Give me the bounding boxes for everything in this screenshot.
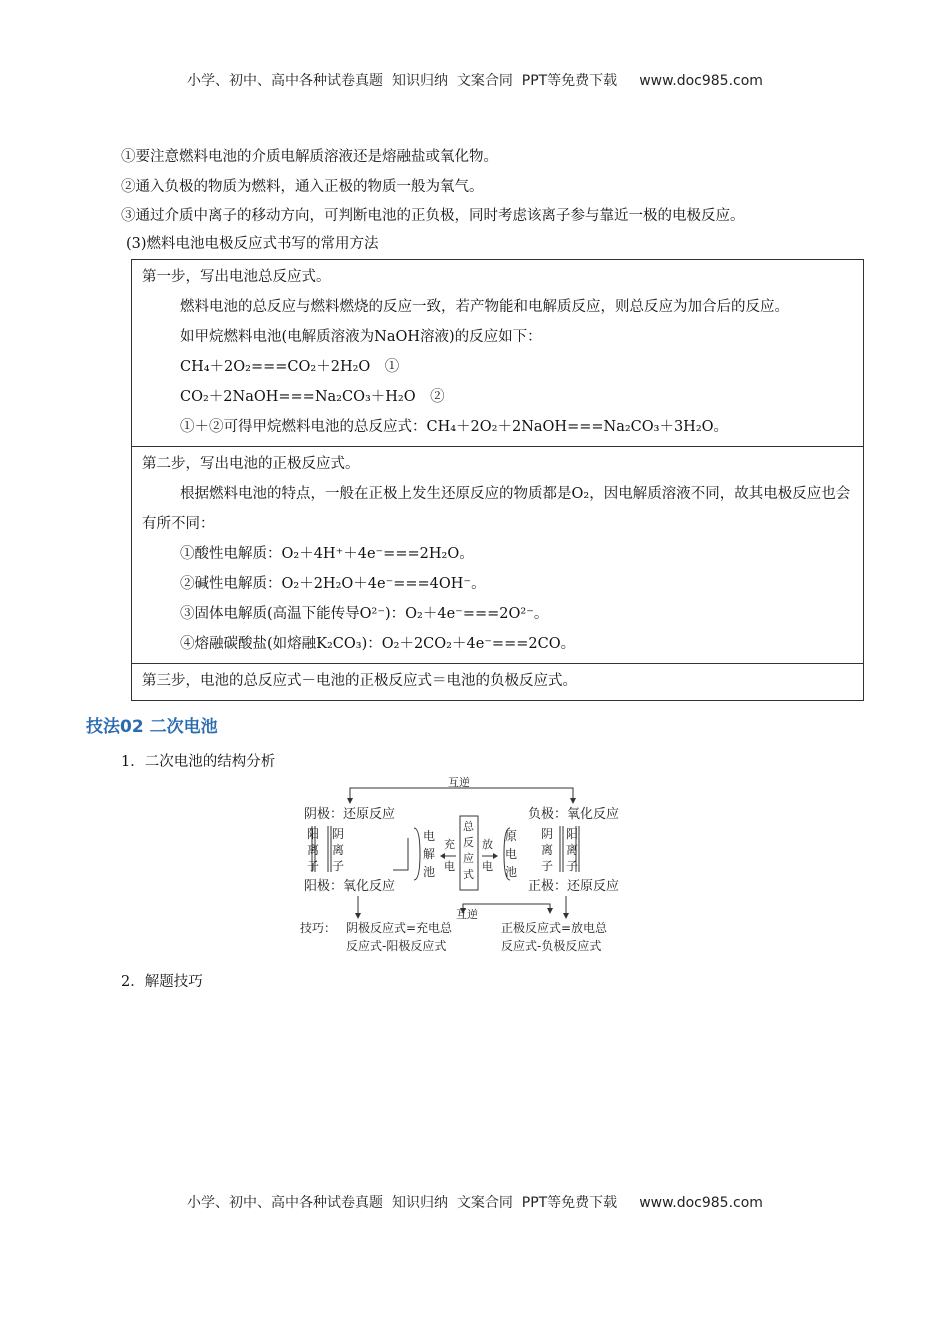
diagram-positive: 正极：还原反应: [528, 879, 620, 894]
diagram-negative: 负极：氧化反应: [528, 807, 620, 822]
diagram-charge-2: 电: [444, 860, 455, 873]
diagram-left-anion-1: 阳: [307, 827, 320, 841]
step2-molten: ④熔融碳酸盐(如熔融K₂CO₃)：O₂＋2CO₂＋4e⁻===2CO。: [180, 636, 576, 652]
diagram-top-label: 互逆: [448, 776, 470, 789]
step2-desc: 根据燃料电池的特点，一般在正极上发生还原反应的物质都是O₂，因电解质溶液不同，故其电极反应也会有所不同：: [142, 486, 851, 532]
step1-eq1: CH₄＋2O₂===CO₂＋2H₂O ①: [180, 359, 400, 375]
diagram-tip-mid: 互逆: [456, 908, 478, 921]
note-1: ①要注意燃料电池的介质电解质溶液还是熔融盐或氧化物。: [121, 149, 498, 165]
header-text: 小学、初中、高中各种试卷真题 知识归纳 文案合同 PPT等免费下载: [187, 73, 618, 89]
diagram-tip-left-1: 阴极反应式=充电总: [346, 921, 453, 935]
diagram-overall-4: 式: [463, 868, 474, 881]
diagram-overall-3: 应: [463, 852, 474, 865]
section-title: 技法02 二次电池: [86, 717, 218, 737]
diagram-left-cation-1: 阴: [332, 827, 345, 841]
diagram-tip-right-1: 正极反应式=放电总: [501, 921, 608, 935]
diagram-left-anion-2: 离: [307, 843, 320, 857]
diagram-electrolysis-1: 电: [423, 829, 436, 843]
note-method-heading: (3)燃料电池电极反应式书写的常用方法: [126, 236, 379, 252]
steps-table: [131, 259, 864, 701]
step3-title: 第三步，电池的总反应式－电池的正极反应式＝电池的负极反应式。: [142, 673, 577, 689]
diagram-left-anion-3: 子: [307, 859, 320, 873]
diagram-cathode: 阴极：还原反应: [304, 807, 396, 822]
step1-row: [132, 260, 864, 447]
diagram-right-anion-3: 子: [541, 859, 554, 873]
footer-text: 小学、初中、高中各种试卷真题 知识归纳 文案合同 PPT等免费下载: [187, 1195, 618, 1211]
subheading-tips: 2．解题技巧: [121, 974, 203, 990]
diagram-anode: 阳极：氧化反应: [304, 879, 396, 894]
step1-desc: 燃料电池的总反应与燃料燃烧的反应一致，若产物能和电解质反应，则总反应为加合后的反应。: [180, 299, 789, 315]
subheading-structure: 1．二次电池的结构分析: [121, 754, 276, 770]
step3-row: [132, 664, 864, 701]
step2-basic: ②碱性电解质：O₂＋2H₂O＋4e⁻===4OH⁻。: [180, 576, 486, 592]
diagram-discharge-1: 放: [482, 838, 493, 851]
diagram-galvanic-1: 原: [505, 829, 518, 843]
step1-sum: ①＋②可得甲烷燃料电池的总反应式：CH₄＋2O₂＋2NaOH===Na₂CO₃＋3H₂O。: [180, 419, 729, 435]
diagram-discharge-2: 电: [482, 860, 493, 873]
diagram-electrolysis-2: 解: [423, 847, 436, 861]
footer-url[interactable]: www.doc985.com: [639, 1195, 763, 1211]
diagram-tip-right-2: 反应式-负极反应式: [501, 939, 602, 953]
page-header: [0, 70, 950, 90]
step2-row: [132, 447, 864, 664]
header-url[interactable]: www.doc985.com: [639, 73, 763, 89]
diagram-right-cation-2: 离: [566, 843, 579, 857]
step1-example: 如甲烷燃料电池(电解质溶液为NaOH溶液)的反应如下：: [180, 329, 542, 345]
diagram-charge-1: 充: [444, 838, 455, 851]
note-2: ②通入负极的物质为燃料，通入正极的物质一般为氧气。: [121, 179, 484, 195]
step2-acidic: ①酸性电解质：O₂＋4H⁺＋4e⁻===2H₂O。: [180, 546, 474, 562]
diagram-galvanic-2: 电: [505, 847, 518, 861]
page-footer: [0, 1192, 950, 1212]
step2-solid: ③固体电解质(高温下能传导O²⁻)：O₂＋4e⁻===2O²⁻。: [180, 606, 549, 622]
diagram-tip-label: 技巧：: [300, 921, 337, 935]
diagram-galvanic-3: 池: [505, 865, 518, 879]
diagram-electrolysis-3: 池: [423, 865, 436, 879]
diagram-overall-2: 反: [463, 836, 474, 849]
secondary-battery-diagram: [298, 776, 640, 960]
diagram-right-cation-1: 阳: [566, 827, 579, 841]
diagram-right-cation-3: 子: [566, 859, 579, 873]
diagram-right-anion-1: 阴: [541, 827, 554, 841]
diagram-right-anion-2: 离: [541, 843, 554, 857]
diagram-left-cation-3: 子: [332, 859, 345, 873]
step1-title: 第一步，写出电池总反应式。: [142, 269, 331, 285]
step1-eq2: CO₂＋2NaOH===Na₂CO₃＋H₂O ②: [180, 389, 445, 405]
diagram-left-cation-2: 离: [332, 843, 345, 857]
step2-title: 第二步，写出电池的正极反应式。: [142, 456, 360, 472]
note-3: ③通过介质中离子的移动方向，可判断电池的正负极，同时考虑该离子参与靠近一极的电极反应。: [121, 208, 745, 224]
diagram-tip-left-2: 反应式-阳极反应式: [346, 939, 447, 953]
diagram-overall-1: 总: [463, 820, 474, 833]
